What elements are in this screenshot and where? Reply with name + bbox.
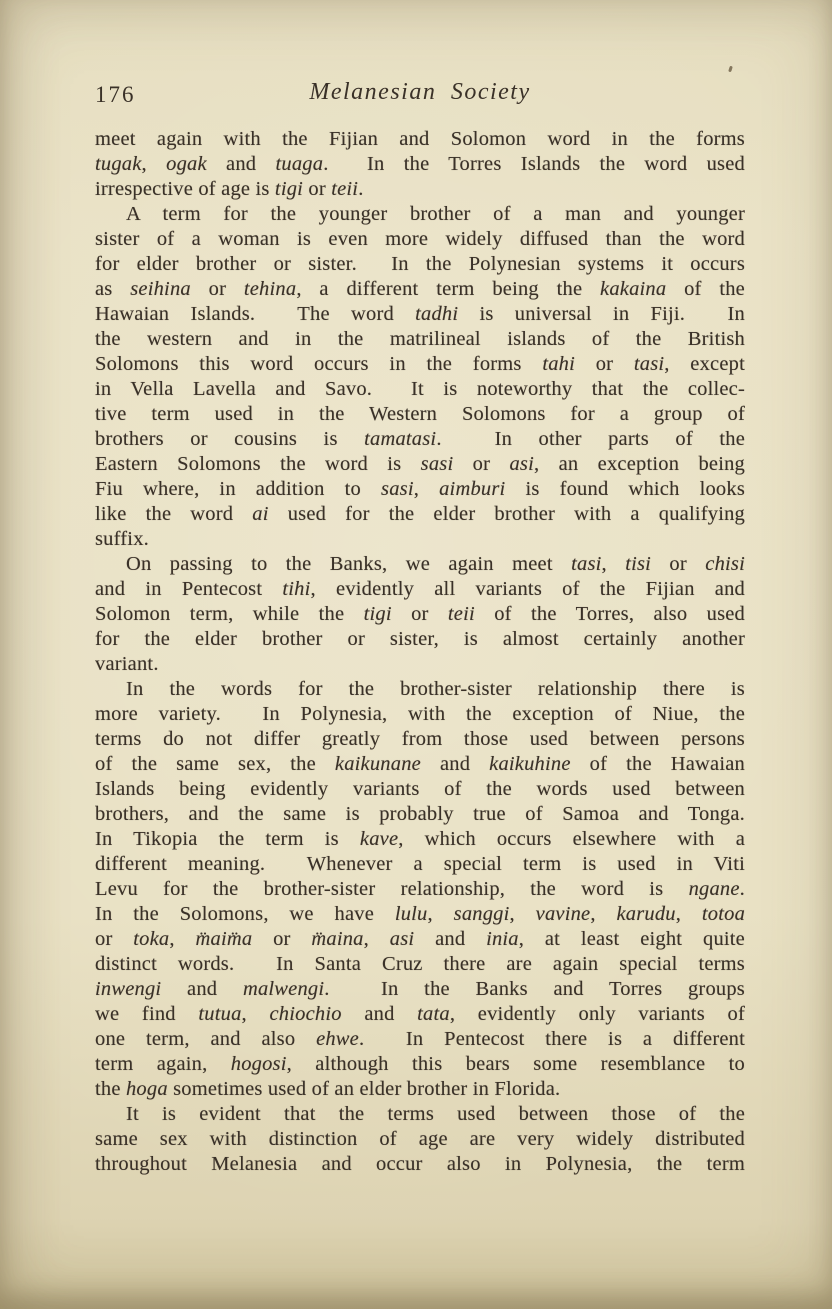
text-line: Hawaian Islands. The word tadhi is universal in Fiji. In (95, 303, 745, 325)
text-line: suffix. (95, 528, 149, 550)
text-line: sister of a woman is even more widely diffused than the word (95, 228, 745, 250)
page-number: 176 (95, 82, 136, 107)
text-line: Islands being evidently variants of the words used between (95, 778, 745, 800)
ink-speck (728, 66, 733, 73)
page-text (95, 127, 745, 1177)
text-line: irrespective of age is tigi or teii. (95, 178, 364, 200)
text-line: Solomons this word occurs in the forms tahi or tasi, except (95, 353, 745, 375)
text-line: the western and in the matrilineal islands of the British (95, 328, 745, 350)
text-line: meet again with the Fijian and Solomon word in the forms (95, 128, 745, 150)
text-line: It is evident that the terms used between those of the (126, 1103, 745, 1125)
text-line: and in Pentecost tihi, evidently all variants of the Fijian and (95, 578, 745, 600)
text-line: same sex with distinction of age are very widely distributed (95, 1128, 745, 1150)
text-line: tugak, ogak and tuaga. In the Torres Islands the word used (95, 153, 745, 175)
text-line: for elder brother or sister. In the Polynesian systems it occurs (95, 253, 745, 275)
text-line: one term, and also ehwe. In Pentecost there is a different (95, 1028, 745, 1050)
text-line: tive term used in the Western Solomons for a group of (95, 403, 745, 425)
text-line: of the same sex, the kaikunane and kaikuhine of the Hawaian (95, 753, 745, 775)
text-line: in Vella Lavella and Savo. It is noteworthy that the collec- (95, 378, 745, 400)
text-line: brothers, and the same is probably true of Samoa and Tonga. (95, 803, 745, 825)
text-line: On passing to the Banks, we again meet tasi, tisi or chisi (126, 553, 745, 575)
text-line: brothers or cousins is tamatasi. In other parts of the (95, 428, 745, 450)
text-line: the hoga sometimes used of an elder brother in Florida. (95, 1078, 561, 1100)
text-line: Levu for the brother-sister relationship, the word is ngane. (95, 878, 745, 900)
text-line: A term for the younger brother of a man and younger (126, 203, 745, 225)
text-line: In Tikopia the term is kave, which occurs elsewhere with a (95, 828, 745, 850)
text-line: for the elder brother or sister, is almost certainly another (95, 628, 745, 650)
text-line: throughout Melanesia and occur also in Polynesia, the term (95, 1153, 745, 1175)
text-line: In the Solomons, we have lulu, sanggi, vavine, karudu, totoa (95, 903, 745, 925)
text-line: we find tutua, chiochio and tata, evidently only variants of (95, 1003, 745, 1025)
text-line: Fiu where, in addition to sasi, aimburi is found which looks (95, 478, 745, 500)
text-line: term again, hogosi, although this bears some resemblance to (95, 1053, 745, 1075)
text-line: Solomon term, while the tigi or teii of the Torres, also used (95, 603, 745, 625)
text-line: distinct words. In Santa Cruz there are again special terms (95, 953, 745, 975)
text-line: like the word ai used for the elder brother with a qualifying (95, 503, 745, 525)
text-line: variant. (95, 653, 159, 675)
text-line: Eastern Solomons the word is sasi or asi, an exception being (95, 453, 745, 475)
text-line: In the words for the brother-sister relationship there is (126, 678, 745, 700)
text-line: as seihina or tehina, a different term being the kakaina of the (95, 278, 745, 300)
text-line: more variety. In Polynesia, with the exception of Niue, the (95, 703, 745, 725)
text-line: different meaning. Whenever a special term is used in Viti (95, 853, 745, 875)
text-line: terms do not differ greatly from those used between persons (95, 728, 745, 750)
text-line: inwengi and malwengi. In the Banks and Torres groups (95, 978, 745, 1000)
text-line: or toka, m̈aim̈a or m̈aina, asi and inia, at least eight quite (95, 928, 745, 950)
running-title: Melanesian Society (309, 79, 531, 105)
